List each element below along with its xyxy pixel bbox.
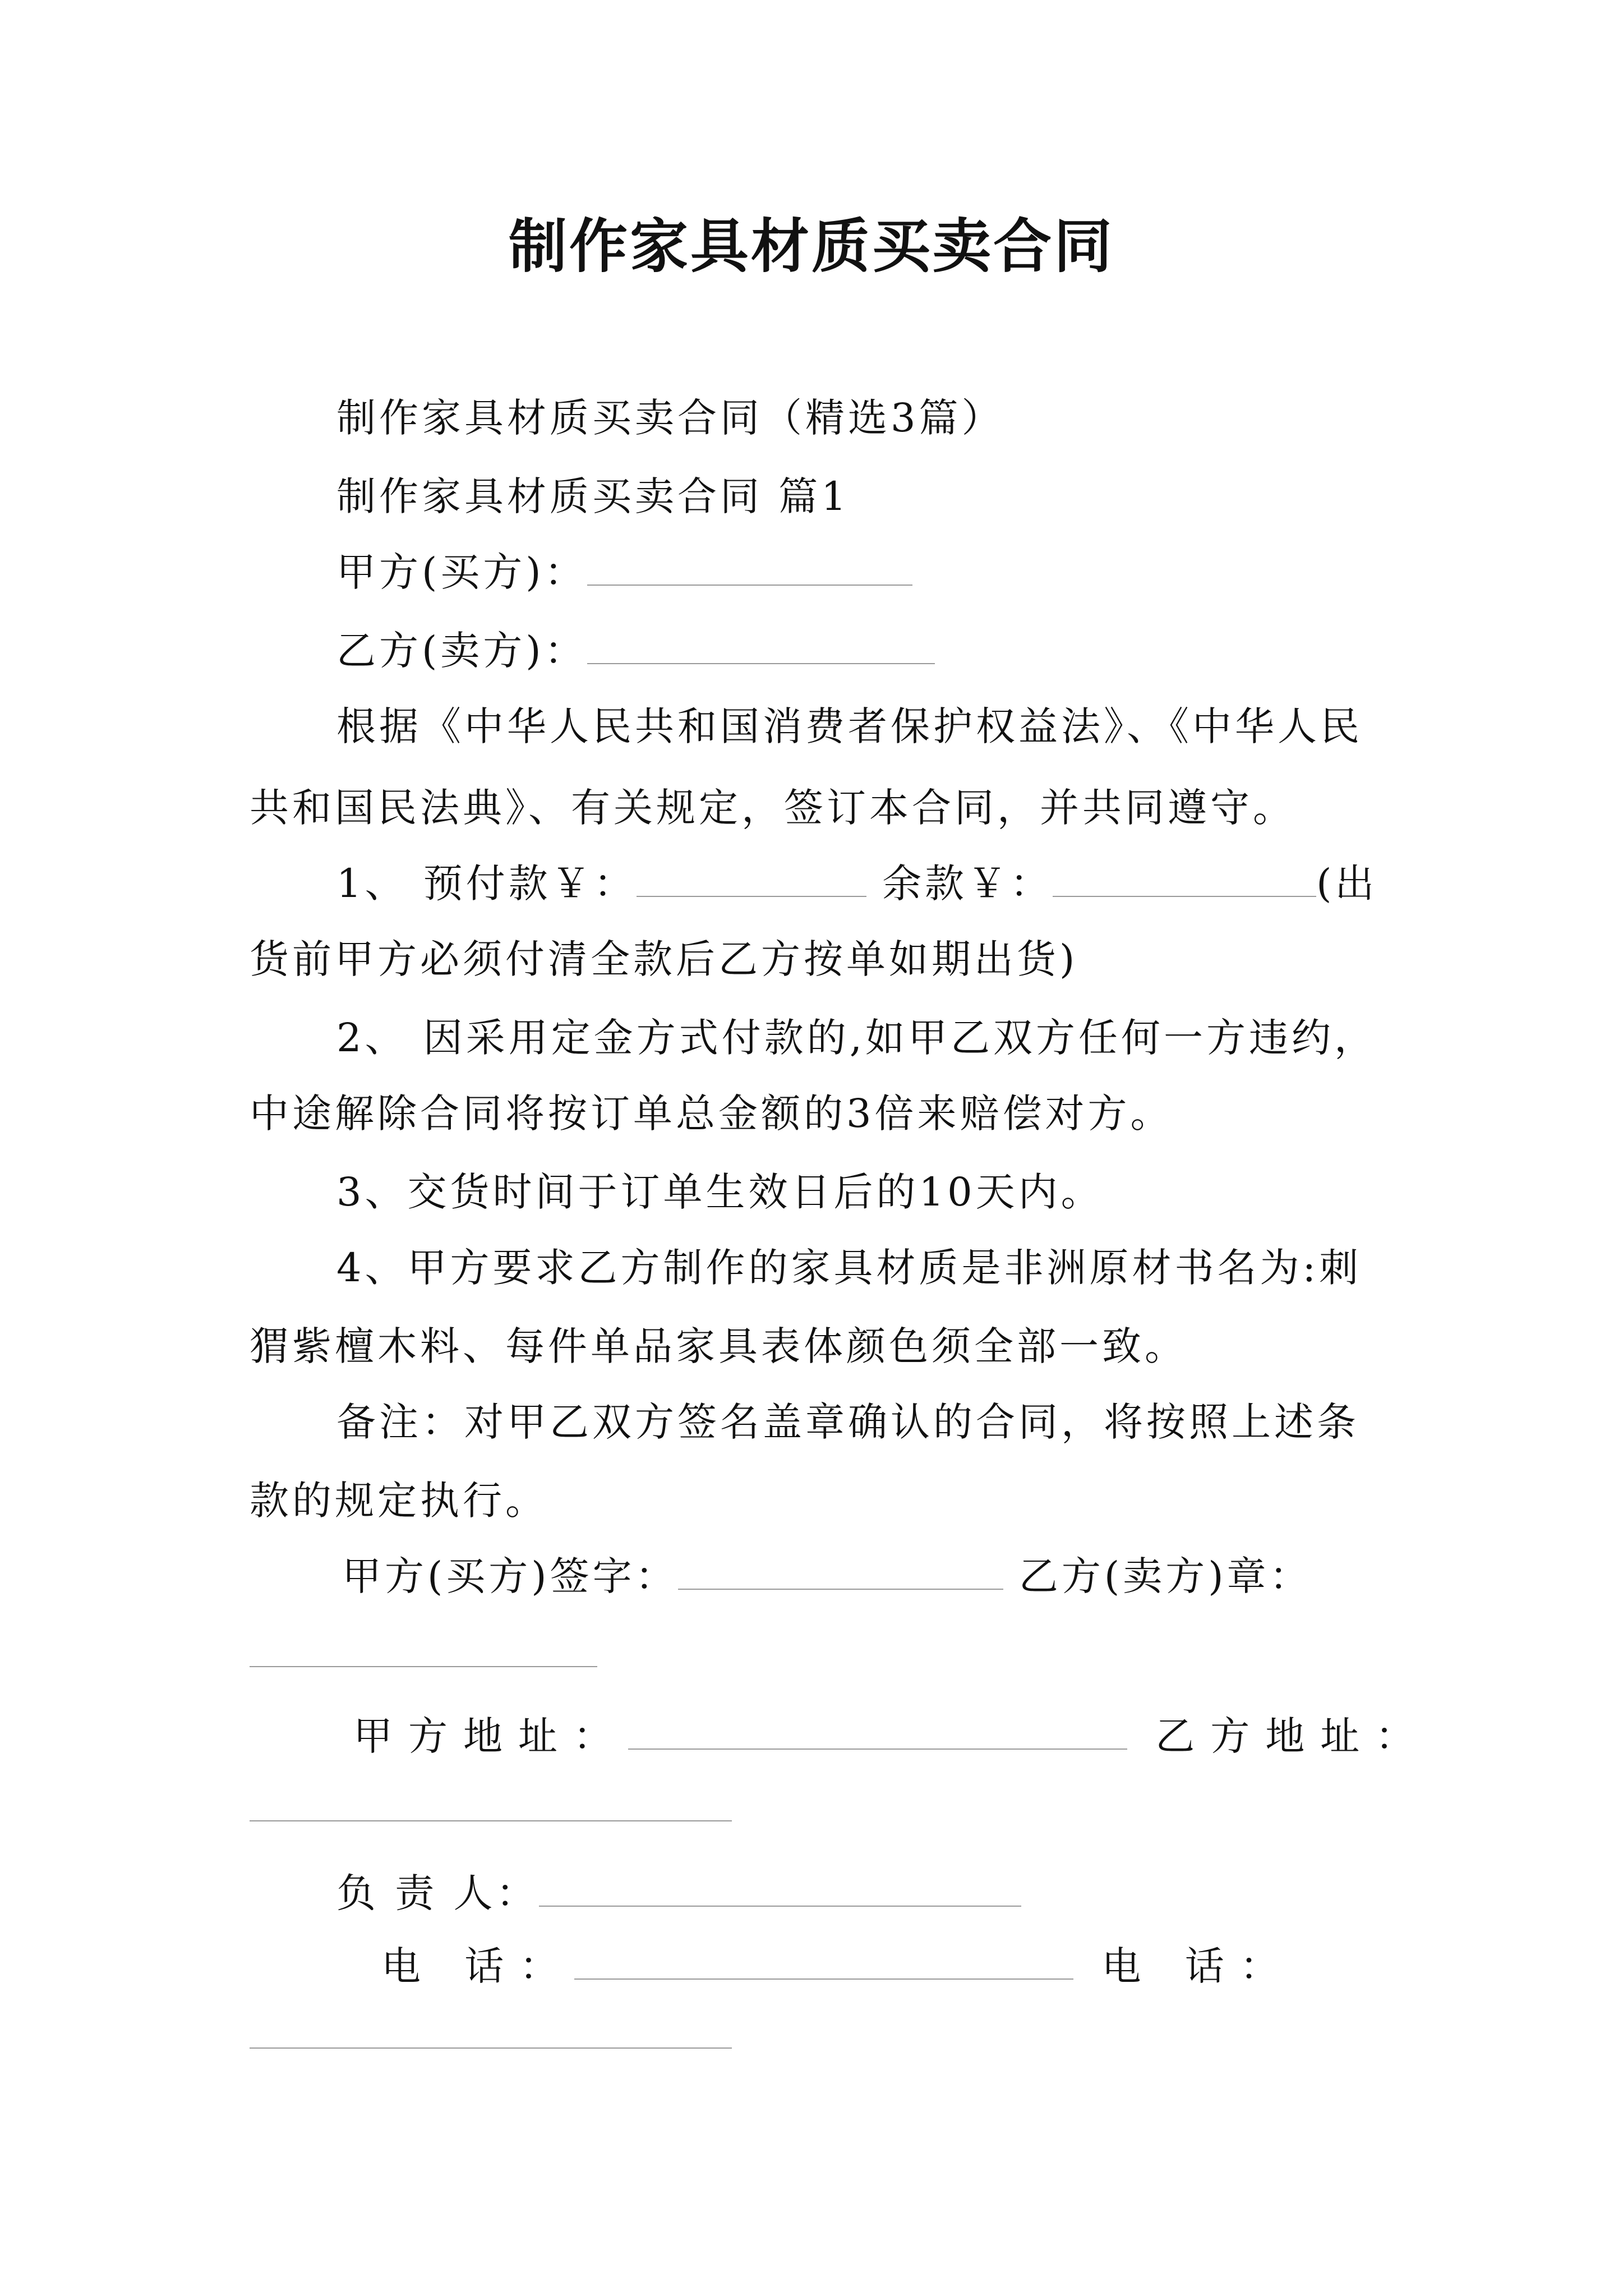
phone-b-label: 电 话：: [1101, 1943, 1295, 1989]
party-a-row: [336, 547, 912, 597]
document-title: 制作家具材质买卖合同: [508, 212, 1114, 280]
clause-1-row: [336, 858, 1377, 909]
sign-a-blank[interactable]: [678, 1554, 1003, 1590]
responsible-label: 负 责 人：: [336, 1870, 539, 1916]
address-b-label: 乙方地址：: [1155, 1713, 1431, 1759]
party-b-row: [336, 625, 935, 676]
clause-1-suffix: (出: [1316, 861, 1378, 907]
responsible-row: [336, 1868, 1021, 1918]
address-b-blank[interactable]: [250, 1820, 732, 1821]
preamble-line-2: 共和国民法典》、有关规定，签订本合同，并共同遵守。: [250, 785, 1295, 831]
phone-a-label: 电 话：: [381, 1943, 575, 1989]
clause-4-line-2: 猬紫檀木料、每件单品家具表体颜色须全部一致。: [250, 1323, 1187, 1369]
prepayment-blank[interactable]: [637, 861, 866, 897]
clause-2-line-1: 2、 因采用定金方式付款的,如甲乙双方任何一方违约，: [336, 1015, 1377, 1061]
party-b-label: 乙方(卖方)：: [336, 628, 587, 674]
section-title: 制作家具材质买卖合同 篇1: [336, 473, 850, 519]
clause-3: 3、交货时间于订单生效日后的10天内。: [336, 1169, 1104, 1215]
phone-b-blank[interactable]: [250, 2047, 732, 2049]
clause-1-line-2: 货前甲方必须付清全款后乙方按单如期出货): [250, 936, 1078, 982]
phone-row: [381, 1941, 1295, 1991]
balance-blank[interactable]: [1053, 861, 1316, 897]
clause-1-prefix: 1、 预付款￥：: [336, 861, 637, 907]
sign-a-label: 甲方(买方)签字：: [342, 1553, 678, 1599]
subtitle: 制作家具材质买卖合同（精选3篇）: [336, 395, 1004, 441]
preamble-line-1: 根据《中华人民共和国消费者保护权益法》、《中华人民: [336, 703, 1363, 749]
party-a-label: 甲方(买方)：: [336, 549, 587, 595]
remark-line-1: 备注：对甲乙双方签名盖章确认的合同，将按照上述条: [336, 1399, 1359, 1445]
signature-row: [342, 1551, 1312, 1602]
sign-b-label: 乙方(卖方)章：: [1018, 1553, 1312, 1599]
responsible-blank[interactable]: [539, 1871, 1021, 1907]
clause-1-mid: 余款￥：: [882, 861, 1053, 907]
phone-a-blank[interactable]: [574, 1944, 1073, 1980]
address-row: [353, 1711, 1430, 1761]
clause-4-line-1: 4、甲方要求乙方制作的家具材质是非洲原材书名为:刺: [336, 1245, 1362, 1291]
party-a-blank[interactable]: [587, 550, 912, 586]
address-a-label: 甲方地址：: [353, 1713, 628, 1759]
party-b-blank[interactable]: [587, 628, 935, 664]
clause-2-line-2: 中途解除合同将按订单总金额的3倍来赔偿对方。: [250, 1091, 1173, 1137]
address-a-blank[interactable]: [628, 1714, 1127, 1750]
remark-line-2: 款的规定执行。: [250, 1478, 548, 1524]
sign-b-blank[interactable]: [250, 1666, 597, 1667]
